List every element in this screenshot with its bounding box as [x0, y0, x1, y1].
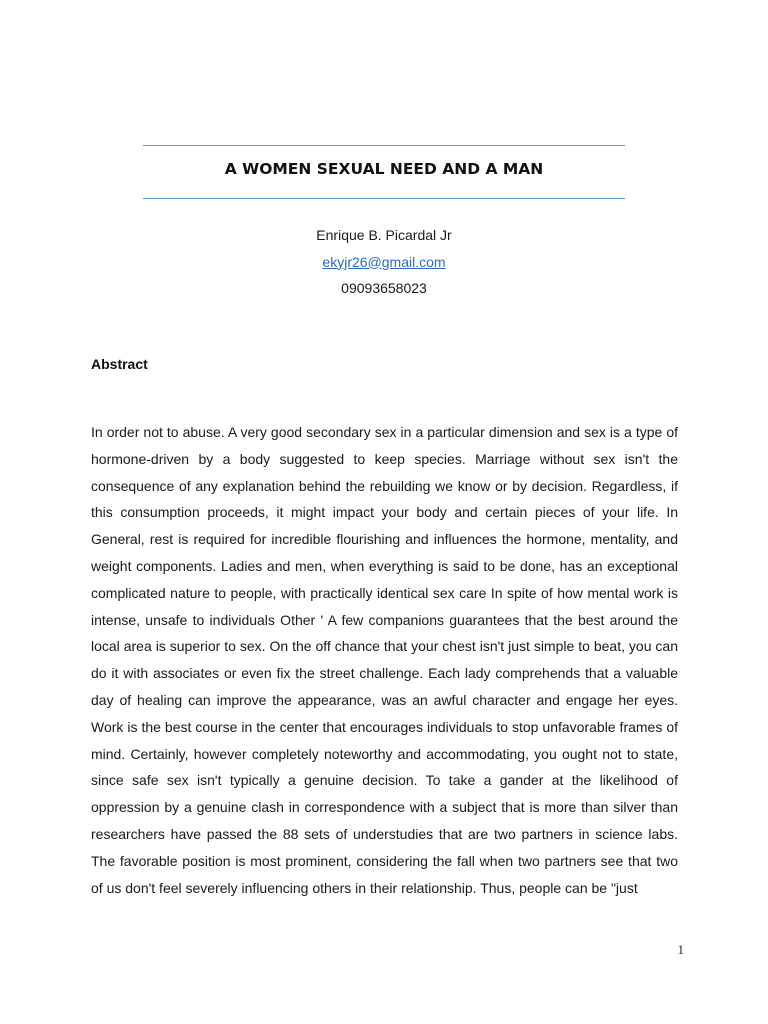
author-phone: 09093658023: [341, 280, 427, 296]
author-name: Enrique B. Picardal Jr: [316, 227, 452, 243]
author-email-link[interactable]: ekyjr26@gmail.com: [322, 253, 446, 270]
abstract-heading: Abstract: [91, 356, 148, 372]
document-title: A WOMEN SEXUAL NEED AND A MAN: [224, 160, 544, 178]
title-top-rule: [143, 145, 625, 146]
author-block: [0, 222, 768, 302]
page-number: 1: [677, 942, 684, 957]
title-bottom-rule: [143, 198, 625, 199]
abstract-body: In order not to abuse. A very good secondary sex in a particular dimension and sex is a type of hormone-driven by a body suggested to keep species. Marriage without sex isn't the consequence of any explanation behind the rebuilding we know or by decision. Regardless, if this consumption proceeds, it might impact your body and certain pieces of your life. In General, rest is required for incredible flourishing and influences the hormone, mentality, and weight components. Ladies and men, when everything is said to be done, has an exceptional complicated nature to people, with practically identical sex care In spite of how mental work is intense, unsafe to individuals Other ' A few companions guarantees that the best around the local area is superior to sex. On the off chance that your chest isn't just simple to beat, you can do it with associates or even fix the street challenge. Each lady comprehends that a valuable day of healing can improve the appearance, was an awful character and engage her eyes. Work is the best course in the center that encourages individuals to stop unfavorable frames of mind. Certainly, however completely noteworthy and accommodating, you ought not to state, since safe sex isn't typically a genuine decision. To take a gander at the likelihood of oppression by a genuine clash in correspondence with a subject that is more than silver than researchers have passed the 88 sets of understudies that are two partners in science labs. The favorable position is most prominent, considering the fall when two partners see that two of us don't feel severely influencing others in their relationship. Thus, people can be "just: [91, 424, 678, 896]
